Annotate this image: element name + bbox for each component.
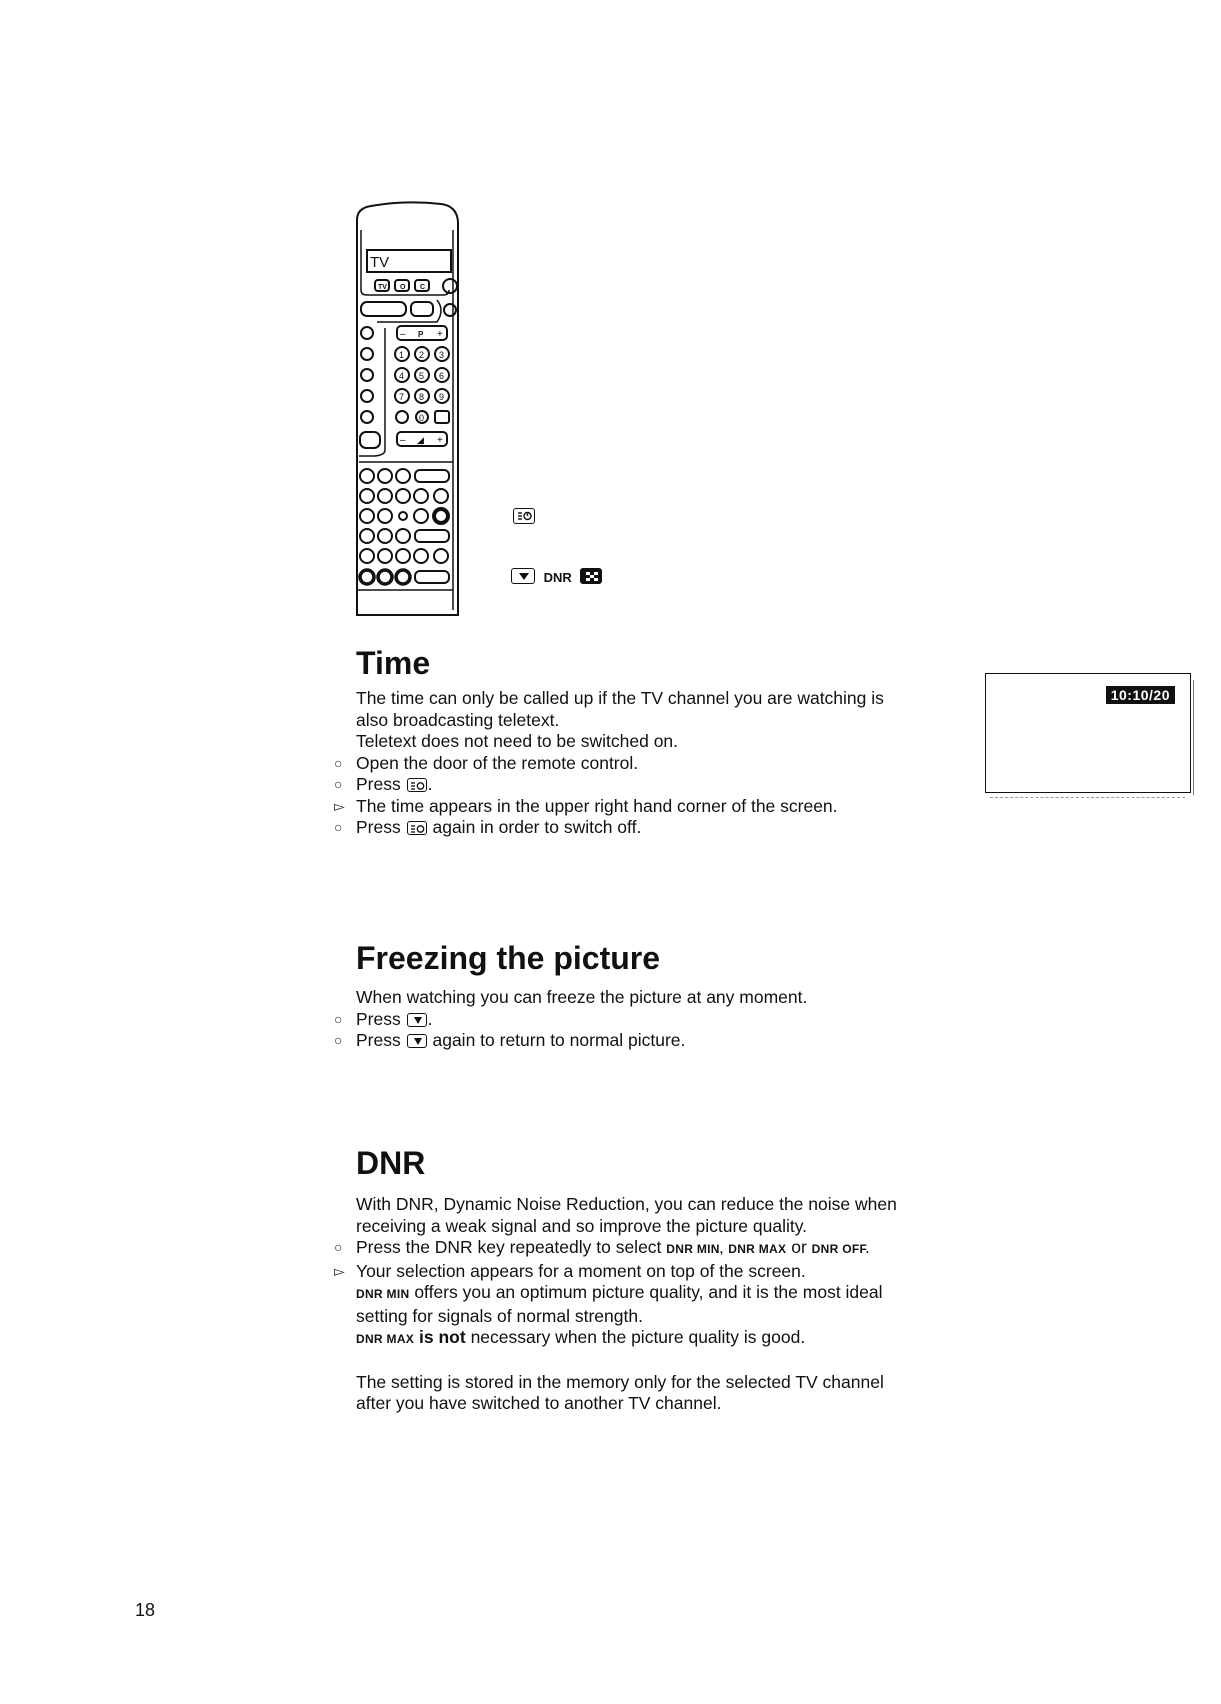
svg-text:8: 8 [419,392,425,402]
dnr-step: ○ Press the DNR key repeatedly to select DNR MIN, DNR MAX or DNR OFF. [334,1237,870,1257]
dnr-result: ▻ Your selection appears for a moment on top of the screen. [334,1260,806,1281]
dnr-off-option: DNR OFF. [811,1242,870,1256]
svg-text:O: O [400,284,406,291]
screen-clock-text: 10:10/20 [1110,687,1170,703]
svg-text:5: 5 [419,371,425,381]
screen-clock-badge [1106,686,1175,704]
svg-text:3: 3 [439,350,445,360]
svg-text:–: – [400,435,406,446]
page-number: 18 [135,1600,156,1620]
clock-key-illustration [512,508,536,527]
dnr-intro-2: receiving a weak signal and so improve the picture quality. [356,1215,808,1236]
screen-edge-line [1193,680,1194,795]
freeze-step-1: ○ Press . [334,1008,433,1029]
result-arrow-icon: ▻ [334,1262,345,1279]
step-bullet-icon: ○ [334,819,343,835]
svg-text:7: 7 [399,392,405,402]
time-result: ▻ The time appears in the upper right hand corner of the screen. [334,795,838,816]
remote-control-illustration [345,200,480,620]
svg-text:–: – [400,329,406,340]
step-bullet-icon: ○ [334,1010,343,1027]
dnr-memory-1: The setting is stored in the memory only for the selected TV channel [356,1371,884,1392]
clock-key-icon [513,508,535,524]
dnr-max-option: DNR MAX [728,1242,787,1256]
dnr-section [334,1145,996,1415]
time-step-1: ○ Open the door of the remote control. [334,752,639,773]
svg-text:2: 2 [419,350,425,360]
dnr-min-text-2: setting for signals of normal strength. [356,1305,643,1326]
result-arrow-icon: ▻ [334,797,345,814]
time-step-3: ○ Press again in order to switch off. [334,817,642,837]
svg-text:+: + [437,329,443,340]
freeze-dnr-key-illustration [510,568,603,585]
time-title: Time [356,645,431,681]
svg-text:P: P [418,330,424,339]
svg-text:+: + [437,435,443,446]
svg-text:9: 9 [439,392,445,402]
step-bullet-icon: ○ [334,1032,343,1048]
clock-key-icon [407,821,427,835]
freeze-step-2: ○ Press again to return to normal picture. [334,1030,686,1050]
time-intro-3: Teletext does not need to be switched on. [356,731,679,751]
dnr-intro-1: With DNR, Dynamic Noise Reduction, you can reduce the noise when [356,1194,897,1214]
svg-text:0: 0 [419,413,425,423]
freeze-section [334,940,976,1052]
svg-text:◢: ◢ [417,435,424,445]
svg-text:TV: TV [370,254,390,271]
dnr-max-text: DNR MAX is not necessary when the picture quality is good. [356,1327,806,1347]
freeze-title: Freezing the picture [356,940,661,976]
step-bullet-icon: ○ [334,1239,343,1255]
freeze-intro: When watching you can freeze the picture at any moment. [356,987,808,1007]
dnr-memory-2: after you have switched to another TV channel. [356,1393,722,1413]
step-bullet-icon: ○ [334,776,343,792]
svg-text:6: 6 [439,371,445,381]
time-step-2: ○ Press . [334,774,433,794]
dnr-key-label: DNR [543,570,572,585]
remote-control-drawing [345,200,480,620]
screen-shadow-line [990,797,1185,798]
dnr-min-text-1: DNR MIN offers you an optimum picture quality, and it is the most ideal [356,1282,883,1302]
time-intro-1: The time can only be called up if the TV channel you are watching is [356,688,884,708]
dnr-key-icon [580,568,602,584]
svg-text:C: C [420,284,426,291]
freeze-key-icon [407,1034,427,1048]
clock-key-icon [407,778,427,792]
time-section [334,645,976,839]
svg-text:1: 1 [399,350,405,360]
dnr-title: DNR [356,1145,426,1181]
svg-text:4: 4 [399,371,405,381]
step-bullet-icon: ○ [334,754,343,771]
tv-screen-illustration [985,673,1191,793]
dnr-min-option: DNR MIN, [666,1242,724,1256]
freeze-key-icon [407,1013,427,1027]
time-intro-2: also broadcasting teletext. [356,709,560,730]
svg-text:TV: TV [378,284,387,291]
freeze-key-icon [511,568,535,584]
